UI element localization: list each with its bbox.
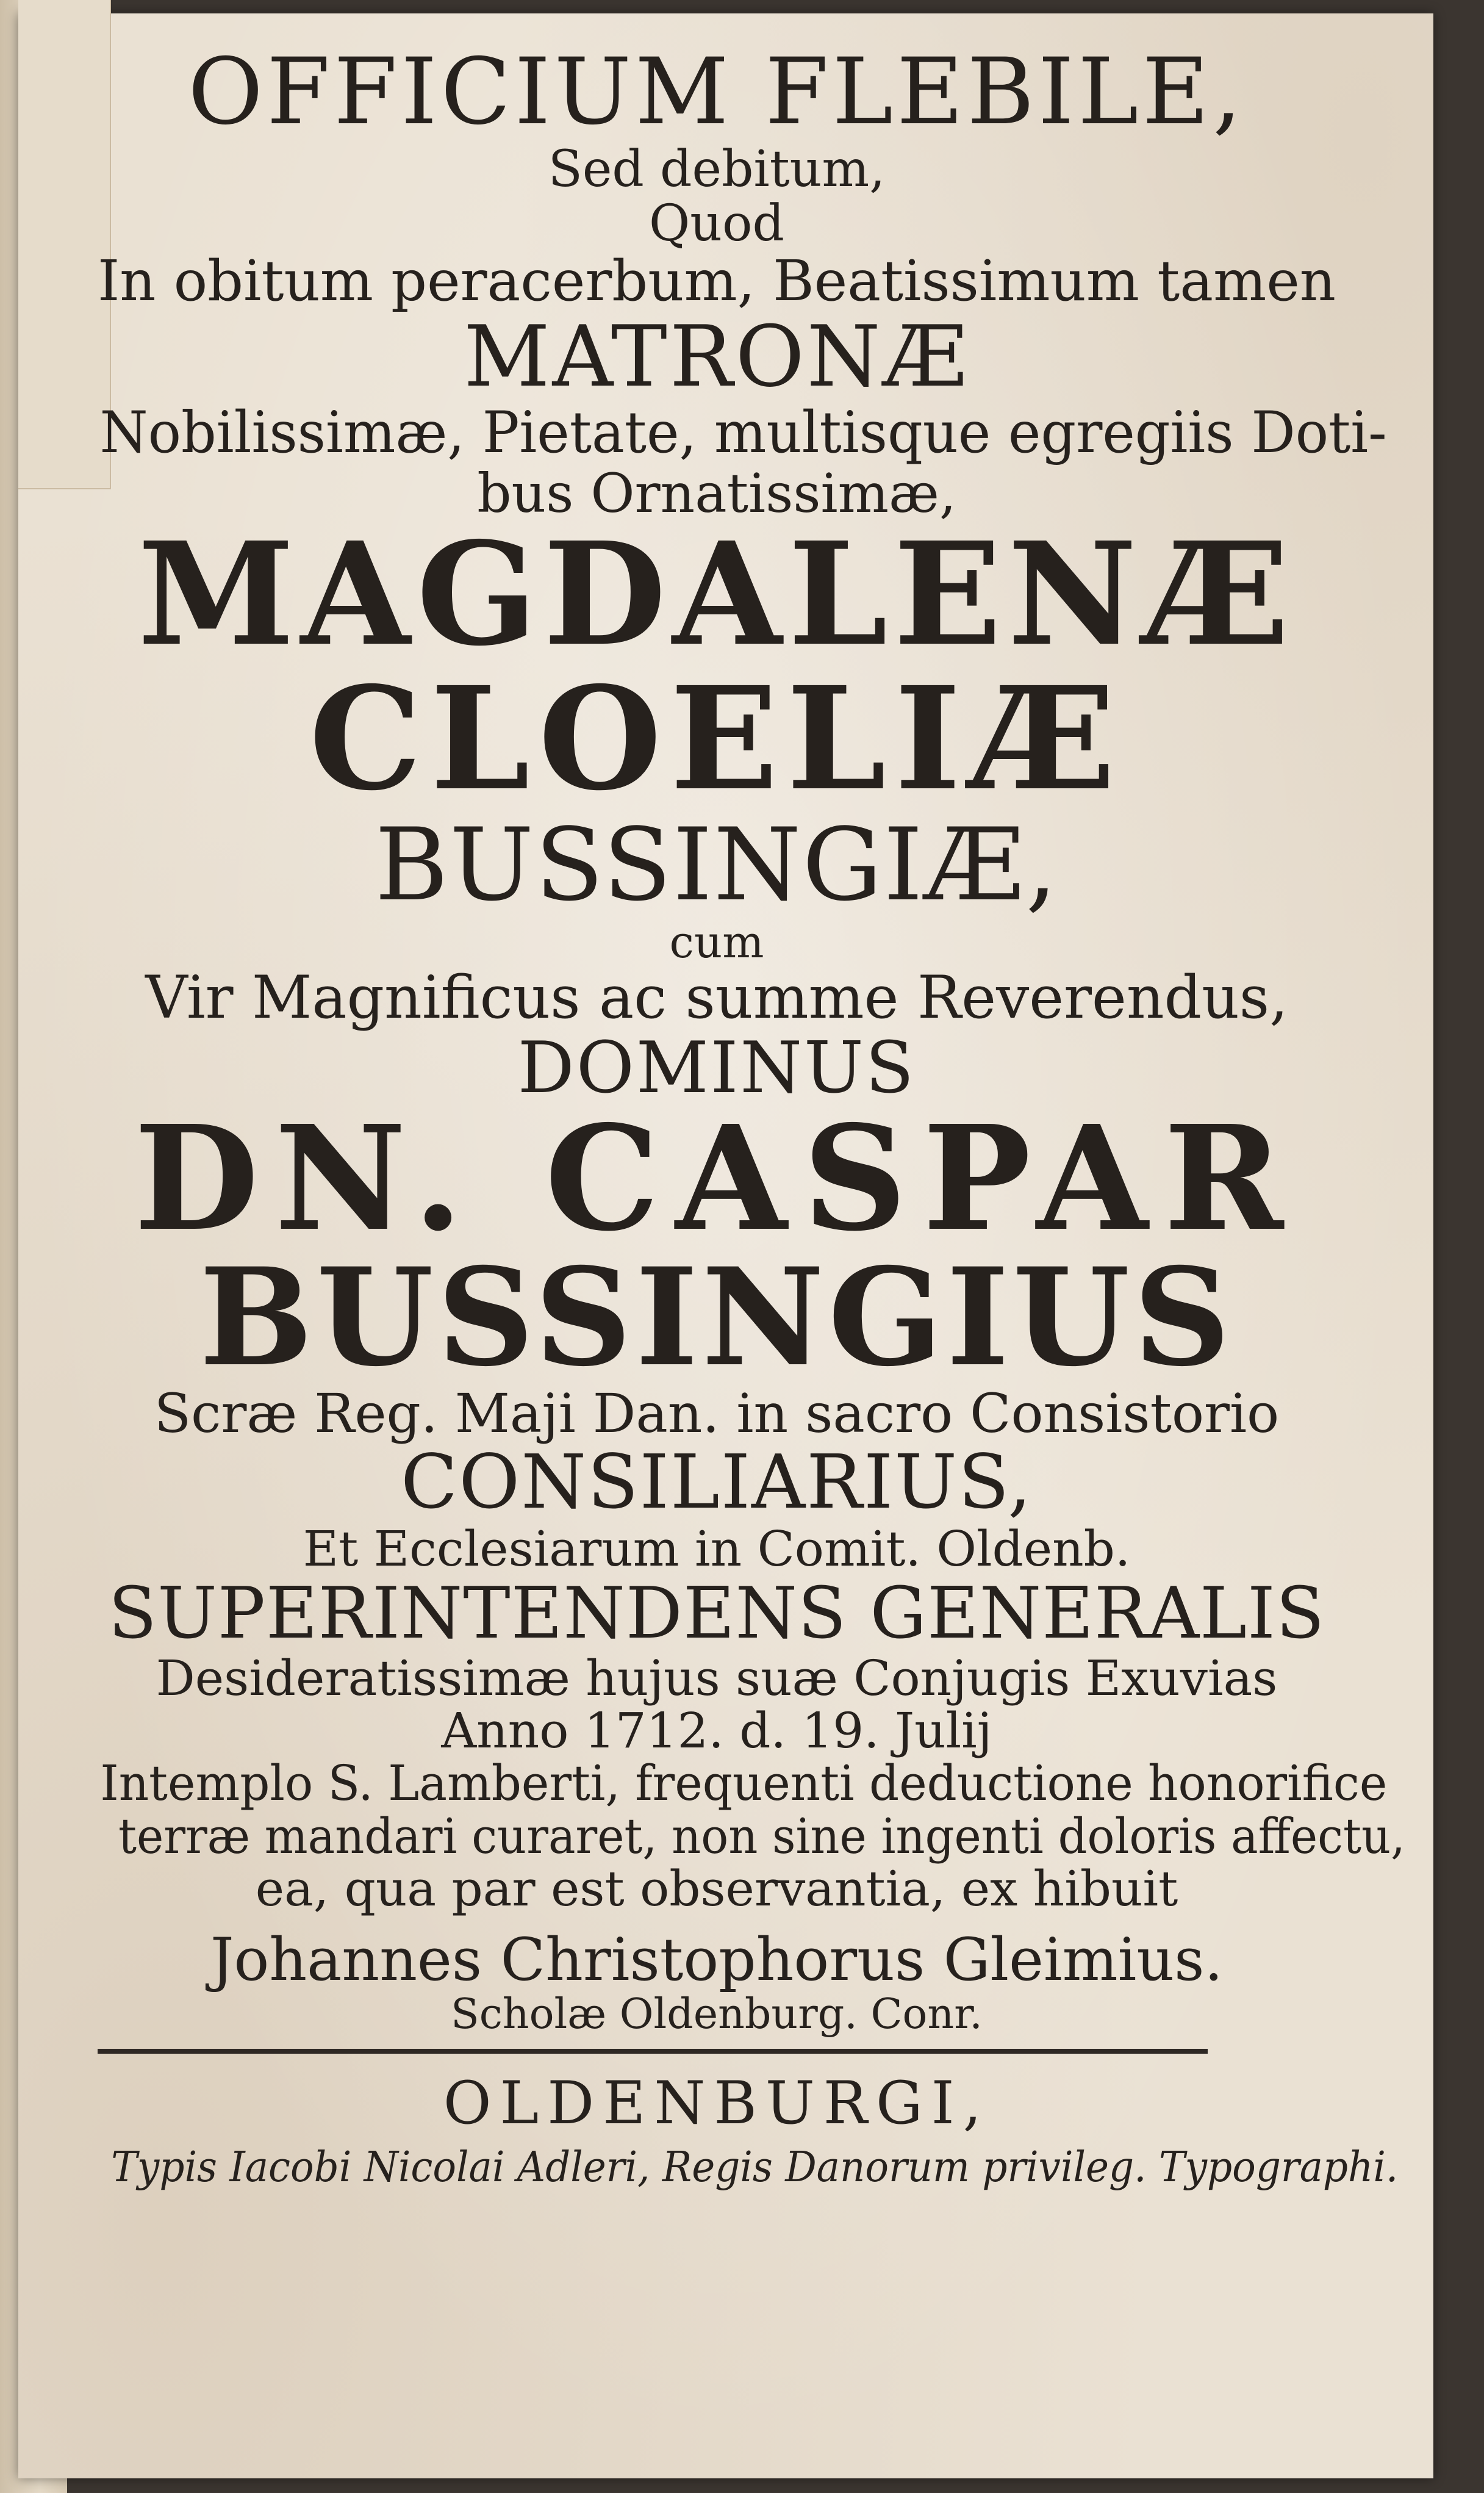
name-bussingius: BUSSINGIUS — [199, 1238, 1235, 1397]
line-desideratissimae: Desideratissimæ hujus suæ Conjugis Exuvias — [156, 1649, 1278, 1707]
line-scrae-reg: Scræ Reg. Maji Dan. in sacro Consistorio — [154, 1382, 1280, 1445]
line-in-obitum: In obitum peracerbum, Beatissimum tamen — [97, 248, 1336, 314]
author-name: Johannes Christophorus Gleimius. — [210, 1926, 1223, 1995]
subtitle-sed-debitum: Sed debitum, — [548, 140, 886, 198]
imprint-place: OLDENBURGI, — [443, 2069, 991, 2137]
name-magdalenae: MAGDALENÆ — [137, 511, 1296, 678]
imprint-block — [73, 2068, 1399, 2196]
title-text-block — [73, 39, 1405, 2039]
line-consiliarius: CONSILIARIUS, — [400, 1439, 1033, 1526]
author-affiliation: Scholæ Oldenburg. Conr. — [451, 1990, 983, 2039]
line-vir-magnificus: Vir Magnificus ac summe Reverendus, — [145, 963, 1288, 1032]
name-bussingiae: BUSSINGIÆ, — [375, 807, 1059, 924]
subtitle-quod: Quod — [649, 194, 784, 253]
line-matronae: MATRONÆ — [464, 308, 970, 406]
line-dominus: DOMINUS — [517, 1026, 916, 1109]
line-bus-ornatissimae: bus Ornatissimæ, — [477, 462, 956, 525]
line-ea-qua: ea, qua par est observantia, ex hibuit — [255, 1860, 1178, 1918]
line-et-ecclesiarum: Et Ecclesiarum in Comit. Oldenb. — [303, 1520, 1131, 1577]
name-cloeliae: CLOELIÆ — [309, 655, 1125, 822]
name-dn-caspar: DN. CASPAR — [134, 1093, 1300, 1264]
line-intemplo: Intemplo S. Lamberti, frequenti deductione honorifice — [100, 1755, 1388, 1812]
line-anno-date: Anno 1712. d. 19. Julij — [441, 1702, 992, 1759]
imprint-printer: Typis Iacobi Nicolai Adleri, Regis Danorum privileg. Typographi. — [111, 2143, 1399, 2192]
imprint-divider — [98, 2049, 1208, 2054]
main-title: OFFICIUM FLEBILE, — [188, 39, 1246, 145]
line-terrae: terræ mandari curaret, non sine ingenti doloris affectu, — [118, 1807, 1405, 1865]
line-nobilissimae: Nobilissimæ, Pietate, multisque egregiis Doti- — [99, 400, 1387, 467]
line-cum: cum — [669, 916, 764, 968]
line-superintendens: SUPERINTENDENS GENERALIS — [108, 1572, 1325, 1655]
